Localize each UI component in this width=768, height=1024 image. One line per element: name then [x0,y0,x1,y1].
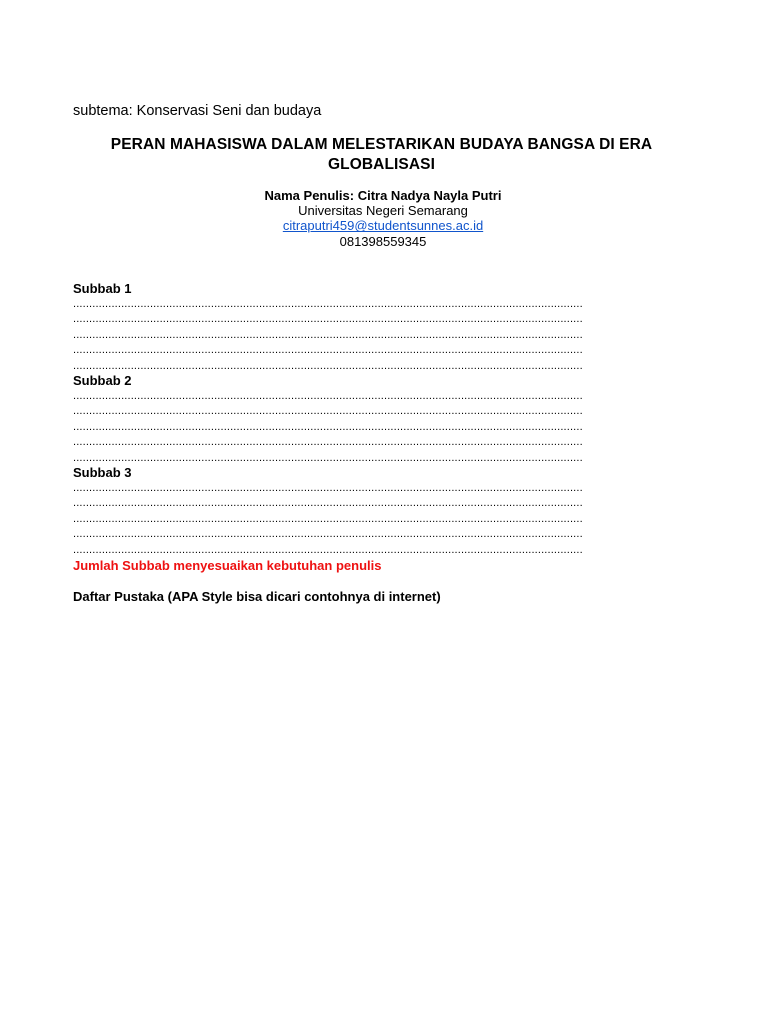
placeholder-line: ............................................................................................................................................................... [73,497,583,509]
placeholder-line: ............................................................................................................................................................... [73,451,583,464]
placeholder-line: ............................................................................................................................................................... [73,481,583,494]
author-block [73,188,693,249]
subbab-note: Jumlah Subbab menyesuaikan kebutuhan penulis [73,558,382,573]
author-name: Nama Penulis: Citra Nadya Nayla Putri [264,188,502,203]
placeholder-line: ............................................................................................................................................................... [73,313,583,325]
section-heading: Subbab 3 [73,465,132,480]
author-university: Universitas Negeri Semarang [298,203,468,219]
placeholder-line: ............................................................................................................................................................... [73,328,583,341]
section-heading: Subbab 1 [73,281,132,296]
section-subbab-1 [73,281,690,374]
placeholder-line: ............................................................................................................................................................... [73,359,583,372]
section-heading: Subbab 2 [73,373,132,388]
page-title: PERAN MAHASISWA DALAM MELESTARIKAN BUDAYA BANGSA DI ERA GLOBALISASI [110,136,653,173]
author-phone: 081398559345 [339,233,427,249]
placeholder-line: ............................................................................................................................................................... [73,528,583,540]
placeholder-line: ............................................................................................................................................................... [73,512,583,525]
author-email-link[interactable]: citraputri459@studentsunnes.ac.id [282,218,484,234]
section-subbab-3 [73,465,690,558]
placeholder-line: ............................................................................................................................................................... [73,297,583,310]
placeholder-line: ............................................................................................................................................................... [73,420,583,433]
placeholder-line: ............................................................................................................................................................... [73,543,583,556]
placeholder-line: ............................................................................................................................................................... [73,389,583,402]
section-subbab-2 [73,373,690,466]
placeholder-line: ............................................................................................................................................................... [73,344,583,356]
bibliography-heading: Daftar Pustaka (APA Style bisa dicari contohnya di internet) [73,589,441,604]
subtema-line: subtema: Konservasi Seni dan budaya [73,103,322,119]
placeholder-line: ............................................................................................................................................................... [73,405,583,417]
placeholder-line: ............................................................................................................................................................... [73,436,583,448]
